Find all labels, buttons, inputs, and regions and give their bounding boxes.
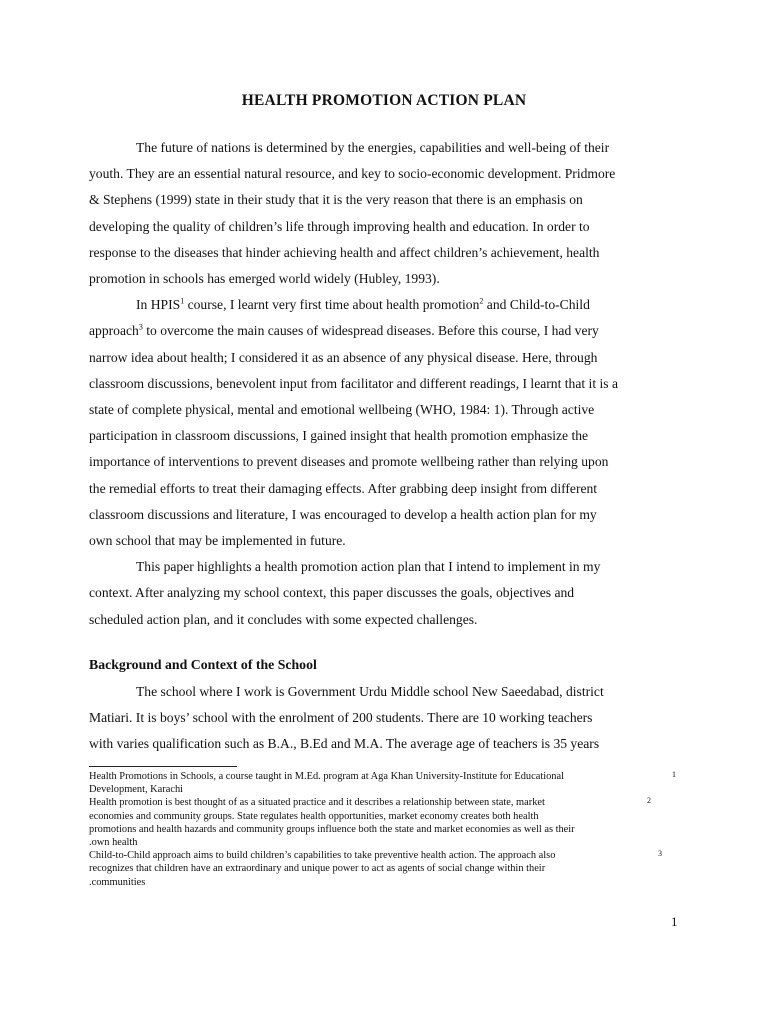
footnote-ref-1[interactable]: 1 — [180, 296, 185, 306]
text-line: the remedial efforts to treat their damaging effects. After grabbing deep insight from different — [89, 480, 598, 496]
text-line: promotion in schools has emerged world widely (Hubley, 1993). — [89, 271, 440, 287]
text-line: youth. They are an essential natural resource, and key to socio-economic development. Pridmore — [89, 166, 616, 182]
footnote-ref-2[interactable]: 2 — [479, 296, 484, 306]
text-line: narrow idea about health; I considered it as an absence of any physical disease. Here, through — [89, 349, 598, 365]
text-line: importance of interventions to prevent diseases and promote wellbeing rather than relying upon — [89, 454, 609, 470]
footnote-3 — [89, 849, 689, 889]
document-title: HEALTH PROMOTION ACTION PLAN — [241, 92, 527, 109]
text-line: context. After analyzing my school context, this paper discusses the goals, objectives and — [89, 585, 575, 601]
footnote-line: .communities — [89, 876, 146, 888]
text-line: classroom discussions and literature, I was encouraged to develop a health action plan for my — [89, 506, 597, 522]
text-run: approach — [89, 323, 139, 339]
text-line: & Stephens (1999) state in their study that it is the very reason that there is an emphasis on — [89, 192, 583, 208]
text-line: own school that may be implemented in future. — [89, 533, 346, 549]
text-line: participation in classroom discussions, I gained insight that health promotion emphasize the — [89, 428, 589, 444]
footnote-line: recognizes that children have an extraordinary and unique power to act as agents of social change within their — [89, 863, 546, 875]
footnote-number: 1 — [672, 770, 676, 779]
text-line: developing the quality of children’s life through improving health and education. In order to — [89, 218, 590, 234]
paragraph-intro — [89, 135, 681, 633]
footnote-number: 2 — [647, 796, 651, 806]
text-line: This paper highlights a health promotion action plan that I intend to implement in my — [136, 559, 601, 575]
section-heading: Background and Context of the School — [89, 657, 317, 672]
text-line: Matiari. It is boys’ school with the enrolment of 200 students. There are 10 working teachers — [89, 710, 593, 726]
text-line: response to the diseases that hinder achieving health and affect children’s achievement, health — [89, 244, 600, 260]
footnote-2 — [89, 796, 689, 849]
footnote-1 — [89, 770, 689, 796]
footnote-line: Health Promotions in Schools, a course taught in M.Ed. program at Aga Khan University-Institute for Educational 1 — [89, 770, 676, 782]
text-line: state of complete physical, mental and emotional wellbeing (WHO, 1984: 1). Through active — [89, 402, 595, 418]
text-run: to overcome the main causes of widespread diseases. Before this course, I had very — [142, 323, 599, 339]
footnote-divider — [89, 766, 237, 767]
footnote-line: economies and community groups. State regulates health opportunities, market economy creates both health — [89, 810, 539, 822]
text-run: In HPIS — [136, 297, 181, 313]
footnote-line: Child-to-Child approach aims to build children’s capabilities to take preventive health action. The approach also 3 — [89, 849, 662, 862]
paragraph-background — [89, 679, 681, 758]
footnote-line: .own health — [89, 837, 138, 849]
footnote-number: 3 — [658, 849, 662, 859]
footnote-line: Health promotion is best thought of as a situated practice and it describes a relationship between state, market 2 — [89, 796, 651, 809]
footnote-line: promotions and health hazards and community groups influence both the state and market economies as well as their — [89, 823, 575, 835]
text-line: classroom discussions, benevolent input from facilitator and different readings, I learnt that it is a — [89, 375, 619, 391]
footnote-line: Development, Karachi — [89, 784, 184, 796]
page-number: 1 — [671, 914, 678, 929]
text-line: with varies qualification such as B.A., B.Ed and M.A. The average age of teachers is 35 years — [89, 736, 600, 752]
text-line — [89, 292, 681, 318]
text-run: and Child-to-Child — [483, 297, 590, 313]
text-line: The future of nations is determined by the energies, capabilities and well-being of their — [136, 140, 610, 155]
text-line: scheduled action plan, and it concludes with some expected challenges. — [89, 611, 478, 627]
text-run: course, I learnt very first time about health promotion — [184, 297, 480, 313]
text-line: The school where I work is Government Urdu Middle school New Saeedabad, district — [136, 684, 604, 699]
footnotes — [89, 770, 689, 889]
footnote-ref-3[interactable]: 3 — [138, 322, 143, 332]
text-line — [89, 318, 681, 344]
